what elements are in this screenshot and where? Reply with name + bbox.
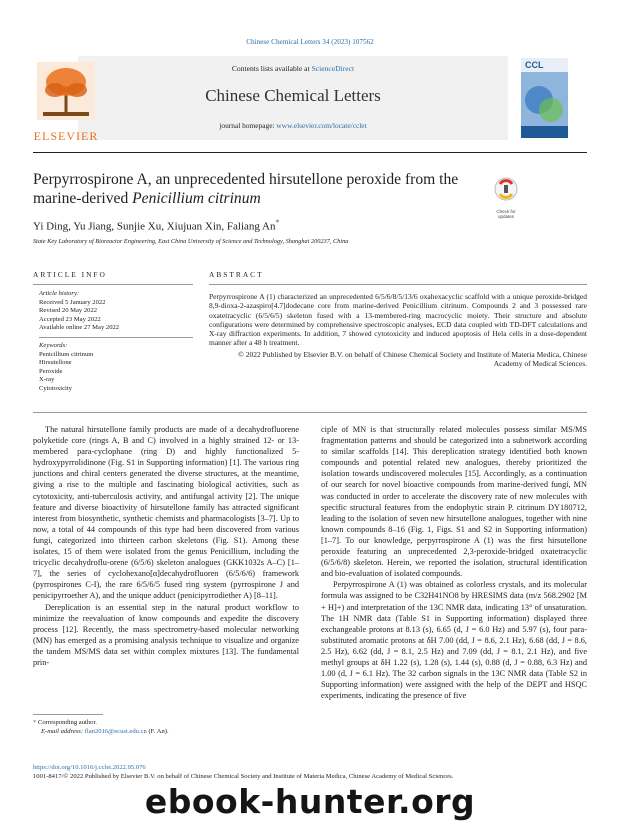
elsevier-wordmark: ELSEVIER bbox=[33, 129, 99, 143]
journal-name: Chinese Chemical Letters bbox=[205, 86, 381, 105]
history-accepted: Accepted 23 May 2022 bbox=[39, 315, 101, 323]
elsevier-tree-icon bbox=[33, 58, 99, 124]
email-line bbox=[33, 727, 169, 736]
body-paragraph: Perpyrrospirone A (1) was obtained as colorless crystals, and its molecular formula was assigned to be C32H41NO8 by HRESIMS data (m/z 568.2902 [M + H]+) and interpretation of the 13C NMR data, indicating 13° of unsaturation. The 1H NMR data (Table S1 in Supporting information) displayed three exchangeable protons at 8.13 (s), 6.65 (d, J = 6.0 Hz) and 5.97 (s), four para-substituted aromatic protons at δH 7.00 (dd, J = 8.6, 2.1 Hz), 6.68 (dd, J = 8.6, 2.5 Hz), 6.62 (dd, J = 8.1, 2.5 Hz) and 7.09 (dd, J = 8.1, 2.1 Hz), and five methyl groups at δH 1.22 (s), 1.28 (s), 1.44 (s), 0.88 (d, J = 0.88, 6.3 Hz) and 1.00 (d, J = 6.1 Hz). The 32 carbon signals in the 13C NMR data (Table S2 in Supporting information) were assigned with the help of the DEPT and HSQC experiments, indicating the presence of five bbox=[321, 580, 587, 701]
keyword: Penicillium citrinum bbox=[39, 350, 94, 358]
article-history bbox=[39, 290, 199, 333]
email-prefix: E-mail address: bbox=[41, 728, 84, 735]
body-paragraph: Dereplication is an essential step in the natural product workflow to minimize the reevaluation of know compounds and expedite the discovery process [12]. Recently, the mass spectrometry-based molecular networking (MN) has emerged as a promising analysis technique to visualize and organize the tandem MS/MS data set within complex mixtures [13]. The fundamental prin- bbox=[33, 602, 299, 667]
keywords-rule bbox=[39, 337, 193, 338]
check-updates-label: Check for updates bbox=[496, 209, 516, 219]
doi-link[interactable]: https://doi.org/10.1016/j.cclet.2022.05.076 bbox=[33, 764, 146, 771]
footnote-label: Corresponding author. bbox=[37, 719, 97, 726]
body-paragraph: ciple of MN is that structurally related molecules possess similar MS/MS fragmentation patterns and should be categorized into a subnetwork according to similar scaffolds [14]. This dereplication strategy identified both known compounds and potential related new analogues, thereby prioritized the isolation towards undiscovered molecules [15]. Accordingly, as a continuation of our search for novel bioactive compounds from marine-derived fungi, MN was conducted in order to accelerate the discovery rate of new molecules with specific structural features from the endophytic strain P. citrinum DY180712, leading to the isolation of seven new hirsutellone analogues, together with nine known compounds 8–16 (Fig. 1, Figs. S1 and S2 in Supporting information) [1–7]. To our knowledge, perpyrrospirone A (1) was the first hirsutellone peroxide featuring an unprecedented 2,3-peroxide-bridged oxatetracyclic (6/5/6/8) skeleton. Herein, we reported the isolation, structural identification and bio-evaluation of isolated compounds. bbox=[321, 425, 587, 579]
keywords-label: Keywords: bbox=[39, 342, 68, 349]
check-for-updates-badge[interactable] bbox=[489, 176, 523, 219]
keyword: Hirsutellone bbox=[39, 359, 72, 367]
footnote-rule bbox=[33, 714, 103, 715]
running-head[interactable]: Chinese Chemical Letters 34 (2023) 107562 bbox=[246, 38, 374, 46]
title-line-1: Perpyrrospirone A, an unprecedented hirsutellone peroxide from the bbox=[33, 171, 459, 188]
abstract-copyright: © 2022 Published by Elsevier B.V. on behalf of Chinese Chemical Society and Institute of Materia Medica, Chinese Academy of Medical Sciences. bbox=[238, 349, 587, 369]
corresponding-author-marker[interactable]: * bbox=[275, 218, 280, 227]
issn-copyright-line: 1001-8417/© 2022 Published by Elsevier B.V. on behalf of Chinese Chemical Society and Institute of Materia Medica, Chinese Academy of Medical Sciences. bbox=[33, 773, 454, 780]
history-revised: Revised 20 May 2022 bbox=[39, 307, 98, 315]
homepage-link[interactable]: www.elsevier.com/locate/cclet bbox=[276, 121, 367, 130]
article-title bbox=[33, 170, 473, 208]
author-list bbox=[33, 218, 280, 233]
sciencedirect-link[interactable]: ScienceDirect bbox=[311, 64, 355, 73]
keyword: Cytotoxicity bbox=[39, 384, 72, 392]
title-prefix: marine-derived bbox=[33, 190, 129, 207]
email-suffix: (F. An). bbox=[148, 728, 169, 735]
email-link[interactable]: flan2016@ecust.edu.cn bbox=[84, 728, 147, 735]
history-received: Received 5 January 2022 bbox=[39, 298, 106, 306]
affiliation: State Key Laboratory of Bioreactor Engineering, East China University of Science and Technology, Shanghai 200237, China bbox=[33, 238, 349, 245]
abstract-rule bbox=[209, 284, 587, 285]
cover-title: CCL bbox=[525, 60, 544, 70]
abstract-text: Perpyrrospirone A (1) characterized an unprecedented 6/5/6/8/5/13/6 oxahexacyclic scaffold with a unique peroxide-bridged 8,9-dioxa-2-azaspiro[4.7]dodecane core from marine-derived Penicillium citrinum. Compounds 2 and 3 possessed rare oxatetracyclic (6/5/6/5) skeleton fused with a 13-membered-ring macrocyclic moiety. Their structure and absolute configurations were determined by comprehensive spectroscopic analyses, ECD data coupled with TD-DFT calculations and X-ray diffraction experiments. In addition, 7 showed cytotoxicity and induced apoptosis of Hela cells in a dose-dependent manner after a 48 h treatment. bbox=[209, 292, 587, 348]
homepage-prefix: journal homepage: bbox=[219, 121, 275, 130]
cover-art-icon bbox=[521, 58, 568, 138]
corresponding-author-note bbox=[33, 718, 169, 727]
homepage-line bbox=[78, 121, 508, 130]
doi-block bbox=[33, 763, 453, 781]
footnote bbox=[33, 718, 169, 736]
authors-text[interactable]: Yi Ding, Yu Jiang, Sunjie Xu, Xiujuan Xin, Faliang An bbox=[33, 220, 276, 233]
title-species: Penicillium citrinum bbox=[132, 190, 261, 207]
keyword: X-ray bbox=[39, 376, 55, 384]
journal-cover-thumbnail[interactable] bbox=[521, 58, 568, 138]
body-right-column bbox=[321, 424, 587, 701]
history-online: Available online 27 May 2022 bbox=[39, 324, 120, 332]
keyword: Peroxide bbox=[39, 367, 63, 375]
abstract-bottom-rule bbox=[33, 412, 587, 413]
contents-line bbox=[78, 64, 508, 73]
footnote-marker: * bbox=[33, 719, 37, 726]
article-info-rule bbox=[33, 284, 193, 285]
watermark-text: ebook-hunter.org bbox=[144, 782, 476, 821]
body-paragraph: The natural hirsutellone family products are made of a decahydrofluorene polyketide core (rings A, B and C) involved in a highly strained 12- or 13-membered para-cyclophane (ring D) and highly functionalized 5-hydroxypyrrolidinone (Fig. S1 in Supporting information) [1]. The various ring junctions and chiral centers generated the diverse structures, at the meantime, giving a rise to the multiple and fascinating biological activities, such as cytotoxicity, anti-tuberculosis activity, and antifungal activity [2]. The unique feature and diverse bioactivity of hirsutellone family has attracted significant interest from biosynthetic, synthetic chemists and pharmacologists [3–7]. Up to now, a total of 44 compounds of this type had been discovered from various fungi, categorized into thirteen carbon skeletons (Fig. S1). Among these isolates, 15 of them were isolated from the genus Penicillium, including the tricyclic decahydroflu-orene (6/5/6) skeleton analogues (GKK1032s A–C) [1–7], the series of cyclohexano[α]decahydrofluoren (6/5/6/6) framework (pyrrospirones C-I), the rare 6/5/6/5 fused ring system (pyrrospirone J and penicipyrroether A), and the unique adduct (penicipyrrodiether A) [8–11]. bbox=[33, 425, 299, 601]
body-left-column bbox=[33, 424, 299, 668]
abstract-heading: ABSTRACT bbox=[209, 270, 264, 279]
elsevier-logo bbox=[33, 58, 99, 143]
history-label: Article history: bbox=[39, 290, 80, 297]
header-rule bbox=[33, 152, 587, 153]
title-line-2 bbox=[33, 189, 473, 208]
abstract-body bbox=[209, 292, 587, 368]
check-updates-icon bbox=[489, 176, 523, 204]
contents-prefix: Contents lists available at bbox=[231, 64, 310, 73]
keywords bbox=[39, 342, 199, 394]
article-info-heading: ARTICLE INFO bbox=[33, 270, 107, 279]
